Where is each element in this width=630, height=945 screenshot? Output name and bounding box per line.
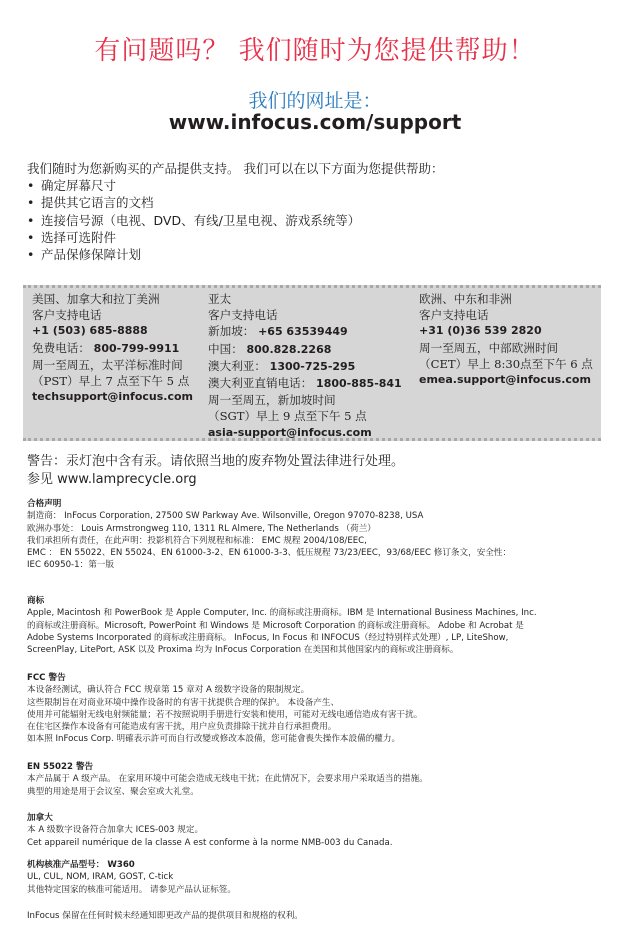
section-line: ScreenPlay, LitePort, ASK 以及 Proxima 均为 InFocus Corporation 在美国和其他国家内的商标或注册商标。 — [27, 645, 459, 656]
tollfree-number: 800-799-9911 — [93, 341, 180, 355]
region-label: 亚太 — [208, 292, 232, 306]
support-label: 客户支持电话 — [32, 308, 102, 323]
contact-box — [23, 285, 601, 441]
aus-direct-label: 澳大利亚直销电话： — [208, 376, 313, 391]
section-line: EMC ： EN 55022、EN 55024、EN 61000-3-2、EN 61000-3-3、低压规程 73/23/EEC，93/68/EEC 修订条文，安全性： — [27, 548, 512, 559]
section-line: 典型的用途是用于会议室、聚会室或大礼堂。 — [27, 786, 199, 797]
singapore-label: 新加坡： — [208, 324, 255, 339]
mercury-warning — [27, 453, 404, 489]
en55022-section — [27, 761, 428, 798]
footer-note: InFocus 保留在任何时候未经通知即更改产品的提供项目和规格的权利。 — [27, 911, 303, 921]
help-list — [27, 177, 443, 263]
section-line: 其他特定国家的核准可能适用。 请参见产品认证标签。 — [27, 884, 236, 895]
region-label: 欧洲、中东和非洲 — [419, 292, 512, 306]
section-title: 合格声明 — [27, 499, 62, 509]
hours-line: （CET）早上 8:30点至下午 6 点 — [419, 356, 593, 371]
contact-europe — [419, 291, 593, 388]
section-title: 商标 — [27, 596, 45, 606]
section-line: 本产品属于 A 级产品。 在家用环境中可能会造成无线电干扰；在此情况下，会要求用户采取适当的措施。 — [27, 774, 428, 785]
section-line: 这些限制旨在对商业环境中操作设备时的有害干扰提供合理的保护。 本设备产生、 — [27, 697, 340, 708]
section-line: 制造商： InFocus Corporation, 27500 SW Parkway Ave. Wilsonville, Oregon 97070-8238, USA — [27, 511, 424, 522]
section-line: 使用并可能辐射无线电射频能量；若不按照说明手册进行安装和使用，可能对无线电通信造成有害干扰。 — [27, 709, 423, 720]
support-email[interactable]: asia-support@infocus.com — [208, 425, 372, 439]
section-line: 如本照 InFocus Corp. 明確表示許可而自行改變或修改本設備，您可能會喪失操作本設備的權力。 — [27, 734, 401, 745]
hours-line: 周一至周五，太平洋标准时间 — [32, 357, 183, 372]
list-item: • 确定屏幕尺寸 — [27, 177, 443, 194]
section-line: 我们承担所有责任，在此声明：投影机符合下列规程和标准： EMC 规程 2004/108/EEC, — [27, 535, 367, 546]
warning-text: 警告：汞灯泡中含有汞。请依照当地的废弃物处置法律进行处理。 — [27, 454, 405, 469]
section-line: 的商标或注册商标。Microsoft, PowerPoint 和 Windows 是 Microsoft Corporation 的商标或注册商标。 Adobe 和 Acrobat 是 — [27, 620, 524, 631]
contact-americas — [32, 291, 193, 405]
recycle-link[interactable]: 参见 www.lamprecycle.org — [27, 472, 197, 487]
section-title: 机构核准产品型号： — [27, 860, 105, 870]
list-item: • 连接信号源（电视、DVD、有线/卫星电视、游戏系统等） — [27, 212, 443, 229]
section-title: 加拿大 — [27, 813, 53, 823]
hours-line: （SGT）早上 9 点至下午 5 点 — [208, 409, 367, 424]
section-line: 欧洲办事处： Louis Armstrongweg 110, 1311 RL Almere, The Netherlands （荷兰） — [27, 523, 376, 534]
aus-direct-phone: 1800-885-841 — [316, 377, 402, 391]
url-label: 我们的网址是： — [248, 90, 382, 112]
section-title: EN 55022 警告 — [27, 762, 94, 772]
section-line: Adobe Systems Incorporated 的商标或注册商标。 InFocus, In Focus 和 INFOCUS（经过特别样式处理）, LP, LiteShow, — [27, 632, 509, 643]
support-label: 客户支持电话 — [419, 308, 489, 323]
support-url[interactable]: www.infocus.com/support — [168, 110, 462, 134]
section-line: Cet appareil numérique de la classe A est conforme à la norme NMB-003 du Canada. — [27, 837, 393, 848]
intro-section — [27, 160, 443, 263]
support-label: 客户支持电话 — [208, 308, 278, 323]
phone-number: +31 (0)36 539 2820 — [419, 324, 542, 338]
australia-label: 澳大利亚： — [208, 358, 266, 373]
section-line: IEC 60950-1：第一版 — [27, 560, 114, 571]
section-line: 本设备经测试，确认符合 FCC 规章第 15 章对 A 级数字设备的限制规定。 — [27, 685, 310, 696]
canada-section — [27, 812, 392, 849]
list-item: • 产品保修保障计划 — [27, 246, 443, 263]
singapore-phone: +65 63539449 — [258, 325, 348, 339]
section-title: FCC 警告 — [27, 673, 66, 683]
trademarks-section — [27, 595, 537, 656]
china-label: 中国： — [208, 341, 243, 356]
list-item: • 选择可选附件 — [27, 229, 443, 246]
hours-line: 周一至周五，中部欧洲时间 — [419, 340, 559, 355]
australia-phone: 1300-725-295 — [269, 359, 356, 373]
headline: 有问题吗？ 我们随时为您提供帮助！ — [94, 36, 536, 66]
declaration-section — [27, 498, 511, 572]
phone-number: +1 (503) 685-8888 — [32, 324, 148, 338]
list-item: • 提供其它语言的文档 — [27, 194, 443, 211]
china-phone: 800.828.2268 — [246, 342, 332, 356]
model-number: W360 — [107, 860, 135, 870]
section-line: Apple, Macintosh 和 PowerBook 是 Apple Computer, Inc. 的商标或注册商标。IBM 是 International Business Machines, Inc. — [27, 608, 537, 619]
support-email[interactable]: techsupport@infocus.com — [32, 390, 193, 404]
support-email[interactable]: emea.support@infocus.com — [419, 373, 591, 387]
section-line: 本 A 级数字设备符合加拿大 ICES-003 规定。 — [27, 825, 204, 836]
hours-line: 周一至周五，新加坡时间 — [208, 393, 336, 408]
intro-text: 我们随时为您新购买的产品提供支持。 我们可以在以下方面为您提供帮助： — [27, 161, 444, 176]
hours-line: （PST）早上 7 点至下午 5 点 — [32, 374, 190, 389]
contact-asia — [208, 291, 402, 441]
tollfree-label: 免费电话： — [32, 340, 90, 355]
region-label: 美国、加拿大和拉丁美洲 — [32, 292, 160, 306]
section-line: UL, CUL, NOM, IRAM, GOST, C-tick — [27, 872, 174, 883]
approvals-section — [27, 859, 236, 896]
section-line: 在住宅区操作本设备有可能造成有害干扰，用户应负责排除干扰并自行承担费用。 — [27, 722, 337, 733]
fcc-section — [27, 672, 422, 746]
